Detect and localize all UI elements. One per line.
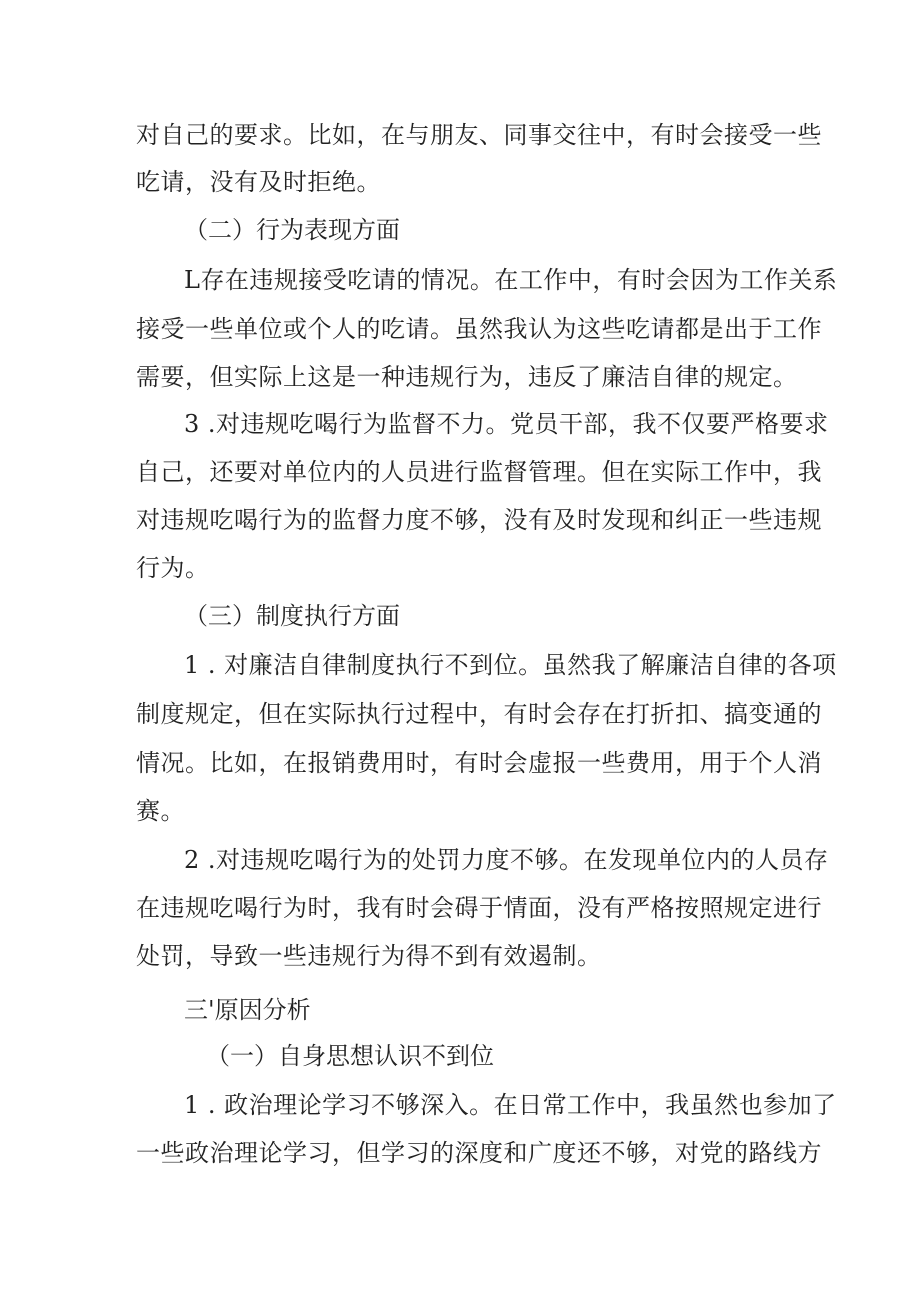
- body-text-line: 3 .对违规吃喝行为监督不力。党员干部，我不仅要严格要求: [184, 410, 829, 438]
- subsection-heading: （一）自身思想认识不到位: [206, 1042, 494, 1070]
- section-heading: 三'原因分析: [184, 996, 311, 1024]
- body-text-line: 情况。比如，在报销费用时，有时会虚报一些费用，用于个人消: [136, 749, 822, 777]
- body-text-line: 制度规定，但在实际执行过程中，有时会存在打折扣、搞变通的: [136, 700, 822, 728]
- body-text-line: 对自己的要求。比如，在与朋友、同事交往中，有时会接受一些: [136, 121, 822, 149]
- body-text-line: 2 .对违规吃喝行为的处罚力度不够。在发现单位内的人员存: [184, 846, 829, 874]
- body-text-line: 在违规吃喝行为时，我有时会碍于情面，没有严格按照规定进行: [136, 894, 822, 922]
- body-text-line: L存在违规接受吃请的情况。在工作中，有时会因为工作关系: [184, 266, 838, 294]
- body-text-line: 行为。: [136, 554, 210, 582]
- body-text-line: 对违规吃喝行为的监督力度不够，没有及时发现和纠正一些违规: [136, 506, 822, 534]
- body-text-line: 1 . 对廉洁自律制度执行不到位。虽然我了解廉洁自律的各项: [184, 651, 837, 679]
- body-text-line: 接受一些单位或个人的吃请。虽然我认为这些吃请都是出于工作: [136, 315, 822, 343]
- section-heading: （三）制度执行方面: [184, 602, 400, 630]
- body-text-line: 1 . 政治理论学习不够深入。在日常工作中，我虽然也参加了: [184, 1091, 837, 1119]
- body-text-line: 吃请，没有及时拒绝。: [136, 168, 381, 196]
- body-text-line: 赛。: [136, 797, 185, 825]
- body-text-line: 一些政治理论学习，但学习的深度和广度还不够，对党的路线方: [136, 1139, 822, 1167]
- section-heading: （二）行为表现方面: [184, 216, 400, 244]
- body-text-line: 处罚，导致一些违规行为得不到有效遏制。: [136, 942, 602, 970]
- body-text-line: 自己，还要对单位内的人员进行监督管理。但在实际工作中，我: [136, 458, 822, 486]
- body-text-line: 需要，但实际上这是一种违规行为，违反了廉洁自律的规定。: [136, 363, 798, 391]
